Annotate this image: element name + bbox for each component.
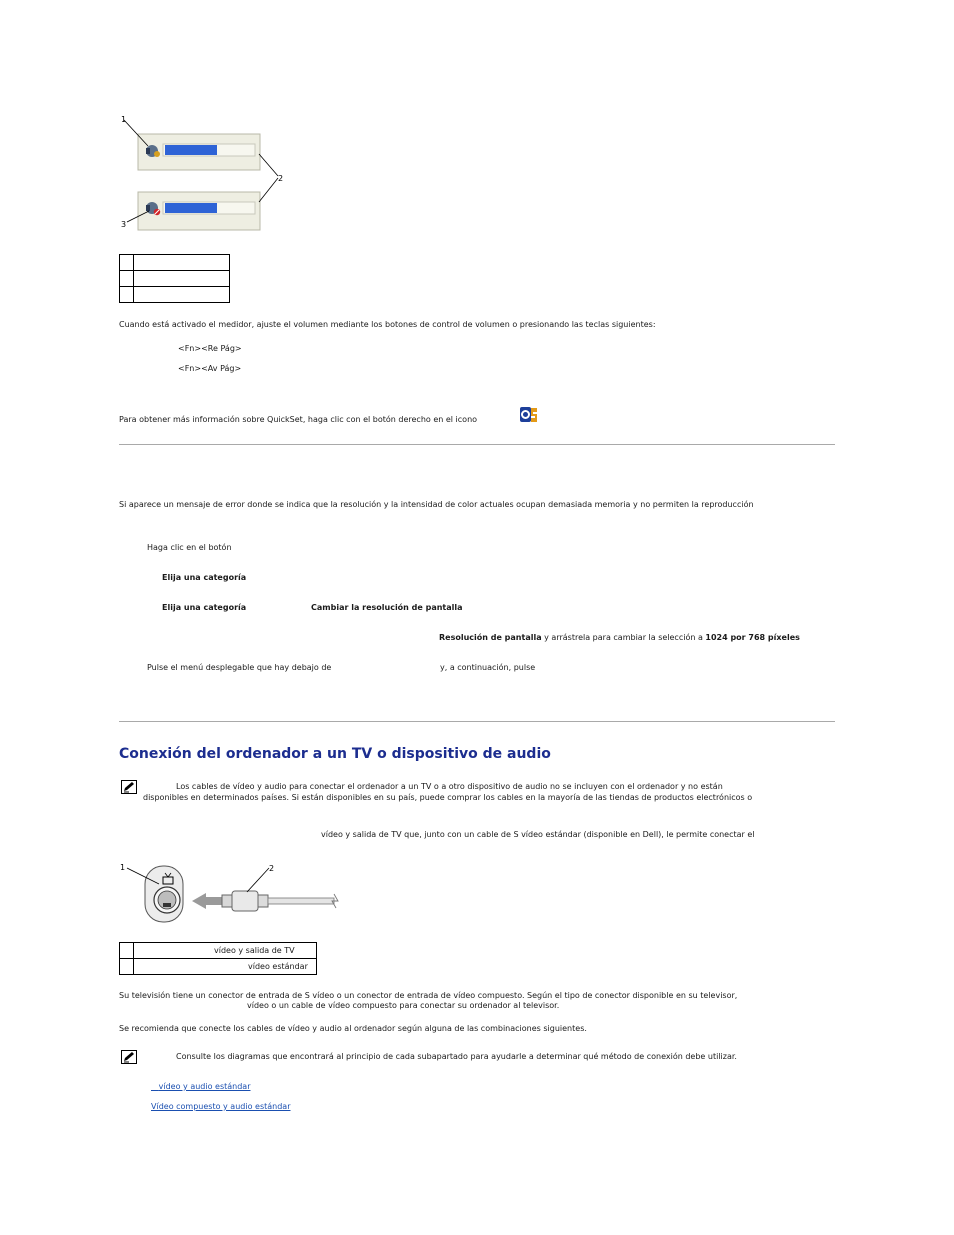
step-5b: y, a continuación, pulse — [440, 663, 536, 672]
legend-cell — [134, 287, 230, 303]
note-icon — [121, 1050, 137, 1064]
callout-1: 1 — [121, 115, 127, 124]
step-4-setting: Resolución de pantalla — [439, 633, 542, 642]
meter-instruction: Cuando está activado el medidor, ajuste el volumen mediante los botones de control de volumen o presionando las teclas siguientes: — [119, 320, 656, 329]
step-3-category: Elija una categoría — [162, 603, 247, 612]
error-paragraph: Si aparece un mensaje de error donde se indica que la resolución y la intensidad de color actuales ocupan demasiada memoria y no permiten la reproducción — [119, 500, 754, 509]
callout-3: 3 — [121, 220, 127, 229]
svideo-plug — [222, 891, 338, 911]
table-row — [120, 287, 230, 303]
divider — [119, 444, 835, 445]
arrow-left-icon — [192, 893, 222, 909]
svideo-connector-figure — [118, 860, 350, 926]
tv-paragraph-line-2: vídeo o un cable de vídeo compuesto para conectar su ordenador al televisor. — [247, 1001, 560, 1010]
legend-cell — [134, 271, 230, 287]
svideo-paragraph: vídeo y salida de TV que, junto con un cable de S vídeo estándar (disponible en Dell), le permite conectar el — [321, 830, 755, 839]
step-2 — [162, 573, 246, 582]
note-1-line-2: disponibles en determinados países. Si están disponibles en su país, puede comprar los cables en la mayoría de las tiendas de productos electrónicos o — [143, 793, 753, 802]
recommend-paragraph: Se recomienda que conecte los cables de vídeo y audio al ordenador según alguna de las combinaciones siguientes. — [119, 1024, 587, 1033]
link-svideo-audio[interactable] — [151, 1082, 251, 1091]
legend-cell — [134, 255, 230, 271]
note-2-text: Consulte los diagramas que encontrará al principio de cada subapartado para ayudarle a determinar qué método de conexión debe utilizar. — [176, 1052, 737, 1061]
note-icon — [121, 780, 137, 794]
link-composite-audio-text[interactable]: Vídeo compuesto y audio estándar — [151, 1102, 291, 1111]
legend-cell: vídeo y salida de TV — [134, 943, 317, 959]
callout-2: 2 — [269, 864, 275, 873]
connector-legend-table — [119, 942, 317, 975]
step-1: Haga clic en el botón — [147, 543, 232, 552]
link-svideo-audio-text[interactable]: vídeo y audio estándar — [158, 1082, 251, 1091]
note-1-line-1: Los cables de vídeo y audio para conectar el ordenador a un TV o a otro dispositivo de audio no se incluyen con el ordenador y no están — [176, 782, 723, 791]
quickset-info-text: Para obtener más información sobre QuickSet, haga clic con el botón derecho en el icono — [119, 415, 478, 424]
quickset-icon[interactable] — [519, 405, 539, 425]
volume-legend-table — [119, 254, 230, 303]
key-combo-down: <Fn><Av Pág> — [178, 364, 242, 373]
table-row — [120, 943, 317, 959]
quickset-info — [119, 415, 477, 424]
section-title: Conexión del ordenador a un TV o dispositivo de audio — [119, 746, 551, 762]
table-row — [120, 271, 230, 287]
volume-meter-figure — [115, 112, 295, 236]
step-3-task: Cambiar la resolución de pantalla — [311, 603, 463, 612]
table-row — [120, 255, 230, 271]
tv-paragraph-line-1: Su televisión tiene un conector de entrada de S vídeo o un conector de entrada de vídeo compuesto. Según el tipo de conector disponible en su televisor, — [119, 991, 738, 1000]
key-combo-up: <Fn><Re Pág> — [178, 344, 242, 353]
legend-cell: vídeo estándar — [134, 959, 317, 975]
divider — [119, 721, 835, 722]
step-5a: Pulse el menú desplegable que hay debajo de — [147, 663, 332, 672]
table-row — [120, 959, 317, 975]
step-4: Resolución de pantalla y arrástrela para cambiar la selección a 1024 por 768 píxeles — [439, 633, 800, 642]
callout-1: 1 — [120, 863, 126, 872]
link-composite-audio[interactable] — [151, 1102, 291, 1111]
step-4-value: 1024 por 768 píxeles — [705, 633, 800, 642]
step-2-category: Elija una categoría — [162, 573, 247, 582]
callout-2: 2 — [278, 174, 284, 183]
